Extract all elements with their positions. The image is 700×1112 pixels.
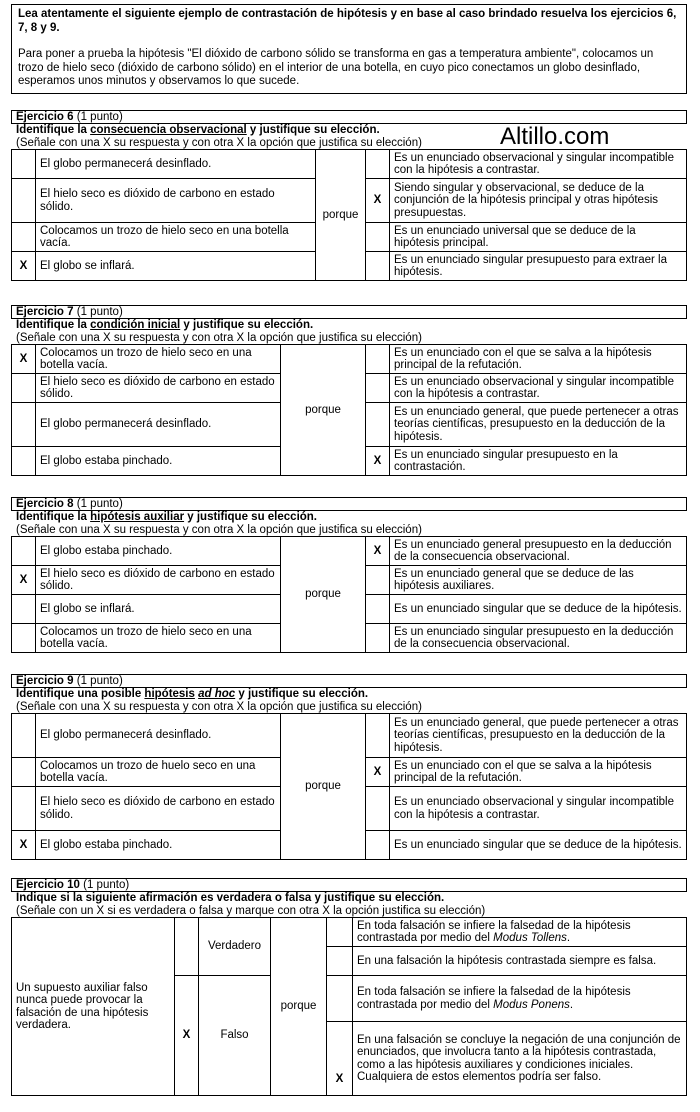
justification-mark-cell[interactable] — [366, 252, 390, 281]
exercise-table — [11, 344, 687, 476]
justification-cell: En una falsación se concluye la negación de una conjunción de enunciados, que involucra tanto a la hipótesis contrastada, como a las hipótesis auxiliares y condiciones iniciales. Cualquiera de estos elementos podría ser falso. — [353, 1022, 687, 1096]
answer-mark-cell[interactable] — [12, 758, 36, 787]
exercise-table — [11, 917, 687, 1096]
answer-mark-cell[interactable] — [12, 403, 36, 447]
option-cell: Colocamos un trozo de hielo seco en una botella vacía. — [36, 345, 281, 374]
option-cell: Colocamos un trozo de hielo seco en una botella vacía. — [36, 223, 316, 252]
justification-mark-cell[interactable] — [327, 947, 353, 976]
porque-cell: porque — [281, 714, 366, 860]
porque-cell: porque — [316, 150, 366, 281]
justification-cell: Es un enunciado general presupuesto en la deducción de la consecuencia observacional. — [390, 537, 687, 566]
exercise-hint: (Señale con una X su respuesta y con otra X la opción que justifica su elección) — [16, 524, 422, 536]
falso-option: Falso — [199, 976, 271, 1096]
exercise-6 — [11, 110, 687, 281]
verdadero-mark-cell[interactable] — [175, 918, 199, 976]
justification-mark-cell[interactable] — [366, 624, 390, 653]
option-cell: Colocamos un trozo de huelo seco en una botella vacía. — [36, 758, 281, 787]
exercise-title: Ejercicio 7 (1 punto) — [11, 305, 687, 319]
justification-cell: Es un enunciado observacional y singular incompatible con la hipótesis a contrastar. — [390, 150, 687, 179]
justification-mark-cell[interactable] — [366, 787, 390, 831]
option-cell: El hielo seco es dióxido de carbono en estado sólido. — [36, 179, 316, 223]
option-cell: Colocamos un trozo de hielo seco en una botella vacía. — [36, 624, 281, 653]
exercise-title: Ejercicio 6 (1 punto) — [11, 110, 687, 124]
justification-cell: En toda falsación se infiere la falsedad de la hipótesis contrastada por medio del Modus Ponens. — [353, 976, 687, 1022]
exercise-title: Ejercicio 9 (1 punto) — [11, 674, 687, 688]
justification-cell: Es un enunciado con el que se salva a la hipótesis principal de la refutación. — [390, 345, 687, 374]
statement-cell: Un supuesto auxiliar falso nunca puede provocar la falsación de una hipótesis verdadera. — [12, 918, 175, 1096]
justification-cell: Es un enunciado singular que se deduce de la hipótesis. — [390, 831, 687, 860]
exercise-hint: (Señale con una X su respuesta y con otra X la opción que justifica su elección) — [16, 137, 422, 149]
justification-mark-cell[interactable] — [366, 223, 390, 252]
option-cell: El globo permanecerá desinflado. — [36, 150, 316, 179]
answer-mark-cell[interactable] — [12, 179, 36, 223]
exercise-title: Ejercicio 10 (1 punto) — [11, 878, 687, 892]
justification-cell: Es un enunciado general que se deduce de las hipótesis auxiliares. — [390, 566, 687, 595]
justification-mark-cell[interactable]: X — [327, 1022, 353, 1096]
justification-mark-cell[interactable] — [366, 345, 390, 374]
answer-mark-cell[interactable] — [12, 150, 36, 179]
watermark-logo: Altillo.com — [500, 123, 610, 150]
answer-mark-cell[interactable] — [12, 624, 36, 653]
justification-cell: Es un enunciado singular que se deduce de la hipótesis. — [390, 595, 687, 624]
answer-mark-cell[interactable] — [12, 374, 36, 403]
option-cell: El globo se inflará. — [36, 595, 281, 624]
justification-mark-cell[interactable]: X — [366, 537, 390, 566]
justification-mark-cell[interactable] — [327, 976, 353, 1022]
justification-mark-cell[interactable] — [366, 714, 390, 758]
justification-cell: Es un enunciado con el que se salva a la hipótesis principal de la refutación. — [390, 758, 687, 787]
justification-mark-cell[interactable] — [327, 918, 353, 947]
porque-cell: porque — [281, 345, 366, 476]
porque-cell: porque — [271, 918, 327, 1096]
justification-mark-cell[interactable] — [366, 374, 390, 403]
exercise-instruction: Identifique la consecuencia observacional y justifique su elección. — [16, 124, 380, 136]
exercise-7 — [11, 305, 687, 476]
justification-mark-cell[interactable] — [366, 403, 390, 447]
falso-mark-cell[interactable]: X — [175, 976, 199, 1096]
intro-instruction: Lea atentamente el siguiente ejemplo de contrastación de hipótesis y en base al caso brindado resuelva los ejercicios 6, 7, 8 y 9. — [18, 8, 677, 34]
exercise-9 — [11, 674, 687, 860]
answer-mark-cell[interactable] — [12, 714, 36, 758]
exercise-instruction: Identifique la hipótesis auxiliar y justifique su elección. — [16, 511, 318, 523]
answer-mark-cell[interactable]: X — [12, 252, 36, 281]
answer-mark-cell[interactable] — [12, 787, 36, 831]
exercise-8 — [11, 497, 687, 653]
porque-cell: porque — [281, 537, 366, 653]
justification-cell: Es un enunciado singular presupuesto en la deducción de la consecuencia observacional. — [390, 624, 687, 653]
justification-mark-cell[interactable]: X — [366, 447, 390, 476]
exercise-instruction: Identifique la condición inicial y justifique su elección. — [16, 319, 314, 331]
option-cell: El globo se inflará. — [36, 252, 316, 281]
justification-cell: Es un enunciado observacional y singular incompatible con la hipótesis a contrastar. — [390, 787, 687, 831]
option-cell: El globo estaba pinchado. — [36, 447, 281, 476]
exercise-table — [11, 713, 687, 860]
justification-mark-cell[interactable]: X — [366, 179, 390, 223]
option-cell: El hielo seco es dióxido de carbono en estado sólido. — [36, 566, 281, 595]
intro-box — [11, 4, 687, 94]
justification-cell: Es un enunciado universal que se deduce de la hipótesis principal. — [390, 223, 687, 252]
exercise-table — [11, 149, 687, 281]
exercise-hint: (Señale con una X su respuesta y con otra X la opción que justifica su elección) — [16, 332, 422, 344]
answer-mark-cell[interactable]: X — [12, 566, 36, 595]
justification-mark-cell[interactable] — [366, 150, 390, 179]
justification-cell: Es un enunciado singular presupuesto en la contrastación. — [390, 447, 687, 476]
justification-mark-cell[interactable] — [366, 595, 390, 624]
answer-mark-cell[interactable]: X — [12, 345, 36, 374]
exercise-hint: (Señale con una X su respuesta y con otra X la opción que justifica su elección) — [16, 701, 422, 713]
exercise-10 — [11, 878, 687, 1096]
justification-cell: Es un enunciado general, que puede pertenecer a otras teorías científicas, presupuesto en la deducción de la hipótesis. — [390, 714, 687, 758]
option-cell: El globo permanecerá desinflado. — [36, 403, 281, 447]
answer-mark-cell[interactable] — [12, 447, 36, 476]
exercise-instruction: Identifique una posible hipótesis ad hoc y justifique su elección. — [16, 688, 369, 700]
justification-mark-cell[interactable] — [366, 566, 390, 595]
justification-cell: Es un enunciado observacional y singular incompatible con la hipótesis a contrastar. — [390, 374, 687, 403]
answer-mark-cell[interactable] — [12, 537, 36, 566]
option-cell: El globo permanecerá desinflado. — [36, 714, 281, 758]
justification-cell: En una falsación la hipótesis contrastada siempre es falsa. — [353, 947, 687, 976]
verdadero-option: Verdadero — [199, 918, 271, 976]
intro-text: Para poner a prueba la hipótesis "El dióxido de carbono sólido se transforma en gas a temperatura ambiente", colocamos un trozo de hielo seco (dióxido de carbono sólido) en el interior de una botella, en cuyo pico conectamos un globo desinflado, esperamos unos minutos y observamos lo que sucede. — [18, 48, 654, 87]
exercise-instruction: Indique si la siguiente afirmación es verdadera o falsa y justifique su elección. — [16, 892, 445, 904]
option-cell: El globo estaba pinchado. — [36, 831, 281, 860]
justification-cell: Es un enunciado singular presupuesto para extraer la hipótesis. — [390, 252, 687, 281]
answer-mark-cell[interactable] — [12, 223, 36, 252]
justification-mark-cell[interactable]: X — [366, 758, 390, 787]
justification-cell: Es un enunciado general, que puede pertenecer a otras teorías científicas, presupuesto en la deducción de la hipótesis. — [390, 403, 687, 447]
exercise-hint: (Señale con un X si es verdadera o falsa y marque con otra X la opción justifica su elección) — [16, 905, 486, 917]
option-cell: El hielo seco es dióxido de carbono en estado sólido. — [36, 787, 281, 831]
justification-cell: En toda falsación se infiere la falsedad de la hipótesis contrastada por medio del Modus Tollens. — [353, 918, 687, 947]
exercise-table — [11, 536, 687, 653]
answer-mark-cell[interactable]: X — [12, 831, 36, 860]
justification-cell: Siendo singular y observacional, se deduce de la conjunción de la hipótesis principal y otras hipótesis presupuestas. — [390, 179, 687, 223]
option-cell: El hielo seco es dióxido de carbono en estado sólido. — [36, 374, 281, 403]
exercise-title: Ejercicio 8 (1 punto) — [11, 497, 687, 511]
option-cell: El globo estaba pinchado. — [36, 537, 281, 566]
answer-mark-cell[interactable] — [12, 595, 36, 624]
justification-mark-cell[interactable] — [366, 831, 390, 860]
